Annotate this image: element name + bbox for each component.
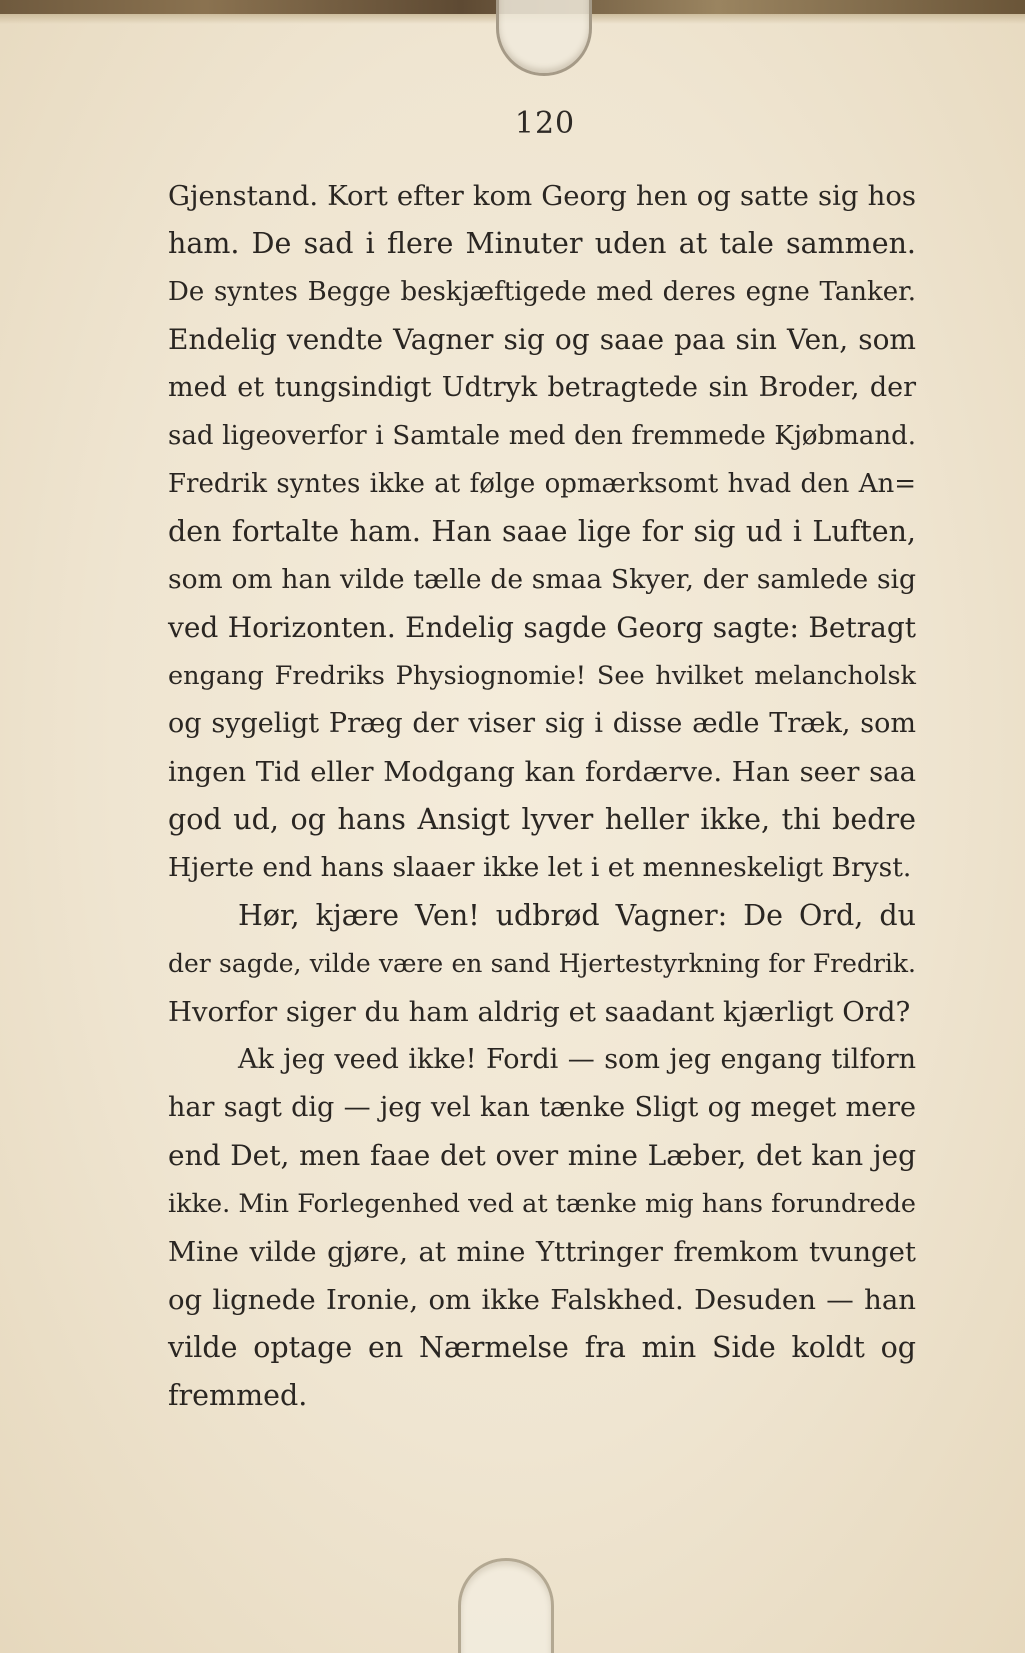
- text-line: Gjenstand. Kort efter kom Georg hen og satte sig hos: [168, 180, 916, 212]
- text-line: ikke. Min Forlegenhed ved at tænke mig hans forundrede: [168, 1189, 916, 1219]
- text-line: sad ligeoverfor i Samtale med den fremmede Kjøbmand.: [168, 421, 916, 451]
- text-line: med et tungsindigt Udtryk betragtede sin Broder, der: [168, 372, 916, 403]
- text-line: De syntes Begge beskjæftigede med deres egne Tanker.: [168, 277, 916, 307]
- page-clip-top: [496, 0, 592, 76]
- text-line: ingen Tid eller Modgang kan fordærve. Han seer saa: [168, 756, 916, 788]
- text-line: som om han vilde tælle de smaa Skyer, der samlede sig: [168, 564, 916, 595]
- text-line: der sagde, vilde være en sand Hjertestyrkning for Fredrik.: [168, 949, 916, 978]
- text-line: ham. De sad i flere Minuter uden at tale sammen.: [168, 227, 916, 260]
- text-line: god ud, og hans Ansigt lyver heller ikke, thi bedre: [168, 803, 916, 836]
- text-line: Hør, kjære Ven! udbrød Vagner: De Ord, du: [238, 899, 916, 932]
- text-line: og sygeligt Præg der viser sig i disse ædle Træk, som: [168, 708, 916, 739]
- text-line: ved Horizonten. Endelig sagde Georg sagte: Betragt: [168, 611, 916, 644]
- text-line: Hvorfor siger du ham aldrig et saadant kjærligt Ord?: [168, 996, 911, 1028]
- body-text: [168, 172, 916, 1420]
- text-line: end Det, men faae det over mine Læber, det kan jeg: [168, 1139, 916, 1172]
- text-line: Fredrik syntes ikke at følge opmærksomt hvad den An=: [168, 469, 916, 499]
- text-line: Mine vilde gjøre, at mine Yttringer fremkom tvunget: [168, 1236, 916, 1268]
- text-line: engang Fredriks Physiognomie! See hvilket melancholsk: [168, 661, 916, 691]
- text-line: Ak jeg veed ikke! Fordi — som jeg engang tilforn: [238, 1044, 916, 1075]
- text-line: fremmed.: [168, 1379, 308, 1412]
- text-line: har sagt dig — jeg vel kan tænke Sligt og meget mere: [168, 1092, 916, 1123]
- text-line: Endelig vendte Vagner sig og saae paa sin Ven, som: [168, 323, 916, 356]
- text-line: vilde optage en Nærmelse fra min Side koldt og: [168, 1331, 916, 1364]
- text-line: Hjerte end hans slaaer ikke let i et menneskeligt Bryst.: [168, 852, 912, 883]
- text-line: den fortalte ham. Han saae lige for sig ud i Luften,: [168, 515, 916, 548]
- page-clip-bottom: [458, 1558, 554, 1653]
- page-number: 120: [514, 106, 576, 141]
- text-line: og lignede Ironie, om ikke Falskhed. Desuden — han: [168, 1284, 916, 1316]
